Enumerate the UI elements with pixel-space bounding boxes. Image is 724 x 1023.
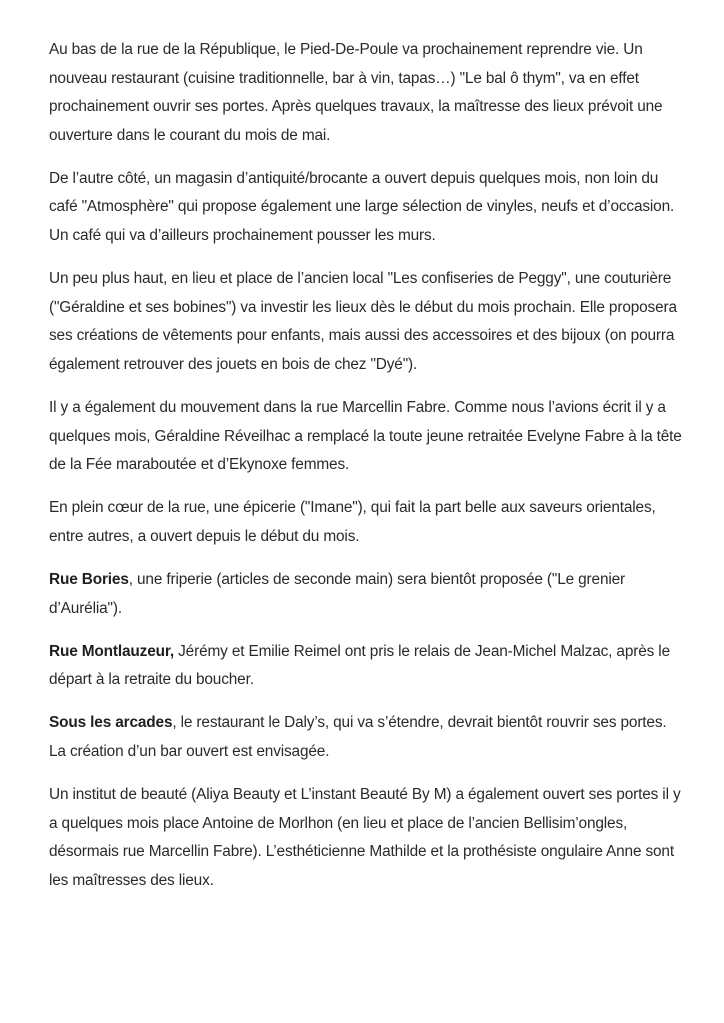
paragraph-couturiere [49, 265, 683, 379]
paragraph-rue-bories [49, 566, 683, 623]
paragraph-sous-les-arcades [49, 709, 683, 766]
article-body [49, 36, 683, 910]
paragraph-rue-montlauzeur [49, 638, 683, 695]
paragraph-text: Un peu plus haut, en lieu et place de l’ancien local "Les confiseries de Peggy", une couturière ("Géraldine et ses bobines") va investir les lieux dès le début du mois prochain. Elle proposera ses créations de vêtements pour enfants, mais aussi des accessoires et des bijoux (on pourra également retrouver des jouets en bois de chez "Dyé"). [49, 270, 677, 373]
paragraph-text: , le restaurant le Daly’s, qui va s’étendre, devrait bientôt rouvrir ses portes. La création d’un bar ouvert est envisagée. [49, 714, 667, 760]
street-name-bold: Rue Bories [49, 571, 129, 588]
street-name-bold: Sous les arcades [49, 714, 173, 732]
paragraph-text: Au bas de la rue de la République, le Pied-De-Poule va prochainement reprendre vie. Un nouveau restaurant (cuisine traditionnelle, bar à vin, tapas…) "Le bal ô thym", va en effet prochainement ouvrir ses portes. Après quelques travaux, la maîtresse des lieux prévoit une ouverture dans le courant du mois de mai. [49, 41, 663, 144]
paragraph-epicerie [49, 494, 683, 551]
paragraph-text: Un institut de beauté (Aliya Beauty et L’instant Beauté By M) a également ouvert ses portes il y a quelques mois place Antoine de Morlhon (en lieu et place de l’ancien Bellisim’ongles, désormais rue Marcellin Fabre). L’esthéticienne Mathilde et la prothésiste ongulaire Anne sont les maîtresses des lieux. [49, 786, 681, 889]
paragraph-bas-republique [49, 36, 683, 150]
paragraph-antiquite-brocante [49, 165, 683, 251]
paragraph-text: Jérémy et Emilie Reimel ont pris le relais de Jean-Michel Malzac, après le départ à la retraite du boucher. [49, 642, 670, 689]
paragraph-text: Il y a également du mouvement dans la rue Marcellin Fabre. Comme nous l’avions écrit il y a quelques mois, Géraldine Réveilhac a remplacé la toute jeune retraitée Evelyne Fabre à la tête de la Fée maraboutée et d’Ekynoxe femmes. [49, 399, 682, 474]
paragraph-rue-marcellin-fabre [49, 394, 683, 480]
paragraph-text: , une friperie (articles de seconde main) sera bientôt proposée ("Le grenier d’Aurélia"). [49, 571, 626, 617]
street-name-bold: Rue Montlauzeur, [49, 642, 175, 660]
paragraph-text: De l’autre côté, un magasin d’antiquité/brocante a ouvert depuis quelques mois, non loin du café "Atmosphère" qui propose également une large sélection de vinyles, neufs et d’occasion. Un café qui va d’ailleurs prochainement pousser les murs. [49, 169, 675, 245]
paragraph-text: En plein cœur de la rue, une épicerie ("Imane"), qui fait la part belle aux saveurs orientales, entre autres, a ouvert depuis le début du mois. [49, 499, 656, 545]
paragraph-institut-beaute [49, 781, 683, 895]
